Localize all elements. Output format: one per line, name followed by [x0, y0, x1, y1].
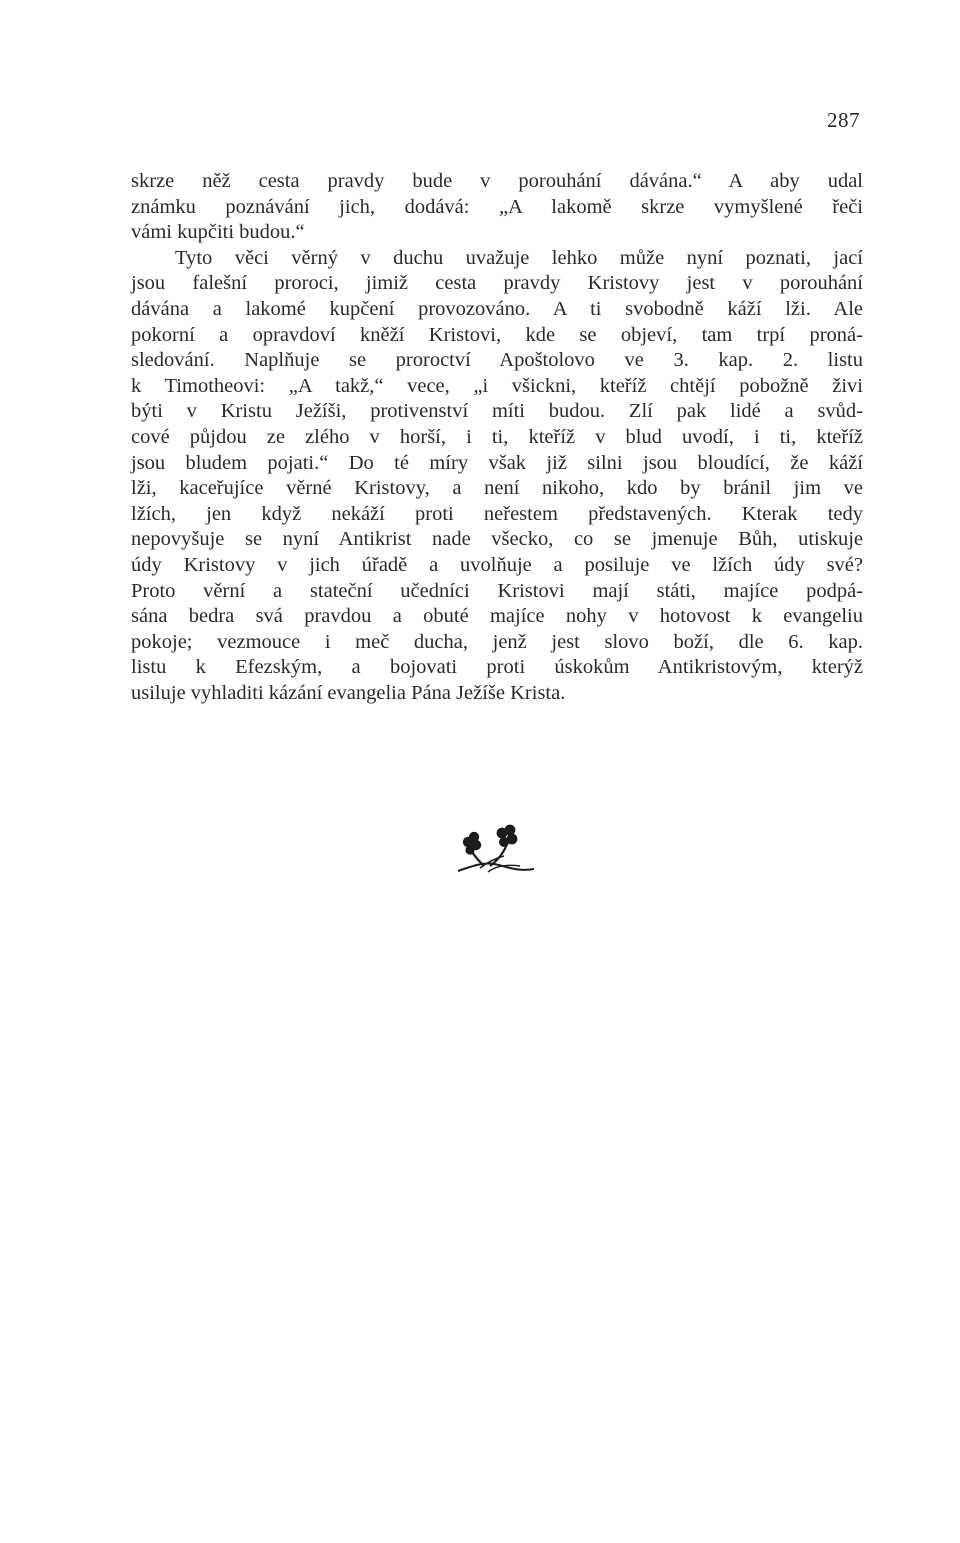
text-line: údy Kristovy v jich úřadě a uvolňuje a posiluje ve lžích údy své?	[131, 553, 863, 576]
text-line: pokorní a opravdoví kněží Kristovi, kde se objeví, tam trpí proná-	[131, 323, 863, 346]
text-line: cové půjdou ze zlého v horší, i ti, kteříž v blud uvodí, i ti, kteříž	[131, 425, 863, 448]
text-line: sledování. Naplňuje se proroctví Apoštolovo ve 3. kap. 2. listu	[131, 349, 863, 372]
text-line: Tyto věci věrný v duchu uvažuje lehko může nyní poznati, jací	[175, 246, 863, 269]
text-line: lžích, jen když nekáží proti neřestem představených. Kterak tedy	[131, 502, 863, 525]
text-line: k Timotheovi: „A takž,“ vece, „i všickni, kteříž chtějí pobožně živi	[131, 374, 863, 397]
text-line: nepovyšuje se nyní Antikrist nade všecko, co se jmenuje Bůh, utiskuje	[131, 528, 863, 551]
text-line: jsou bludem pojati.“ Do té míry však již silni jsou bloudící, že káží	[131, 451, 863, 474]
text-line: jsou falešní proroci, jimiž cesta pravdy Kristovy jest v porouhání	[131, 272, 863, 295]
text-line: pokoje; vezmouce i meč ducha, jenž jest slovo boží, dle 6. kap.	[131, 630, 863, 653]
clover-vine-fleuron-icon	[450, 822, 540, 876]
text-line: usiluje vyhladiti kázání evangelia Pána Ježíše Krista.	[131, 681, 566, 704]
text-line: býti v Kristu Ježíši, protivenství míti budou. Zlí pak lidé a svůd-	[131, 400, 863, 423]
body-text	[131, 169, 863, 706]
text-line: lži, kaceřujíce věrné Kristovy, a není nikoho, kdo by bránil jim ve	[131, 477, 863, 500]
text-line: dávána a lakomé kupčení provozováno. A ti svobodně káží lži. Ale	[131, 297, 863, 320]
text-line: vámi kupčiti budou.“	[131, 221, 305, 244]
text-line: známku poznávání jich, dodává: „A lakomě skrze vymyšlené řeči	[131, 195, 863, 218]
text-line: skrze něž cesta pravdy bude v porouhání dávána.“ A aby udal	[131, 170, 863, 192]
text-line: sána bedra svá pravdou a obuté majíce nohy v hotovost k evangeliu	[131, 605, 863, 628]
text-line: Proto věrní a stateční učedníci Kristovi mají státi, majíce podpá-	[131, 579, 863, 602]
page-number: 287	[827, 108, 860, 132]
text-line: listu k Efezským, a bojovati proti úskokům Antikristovým, kterýž	[131, 656, 863, 679]
